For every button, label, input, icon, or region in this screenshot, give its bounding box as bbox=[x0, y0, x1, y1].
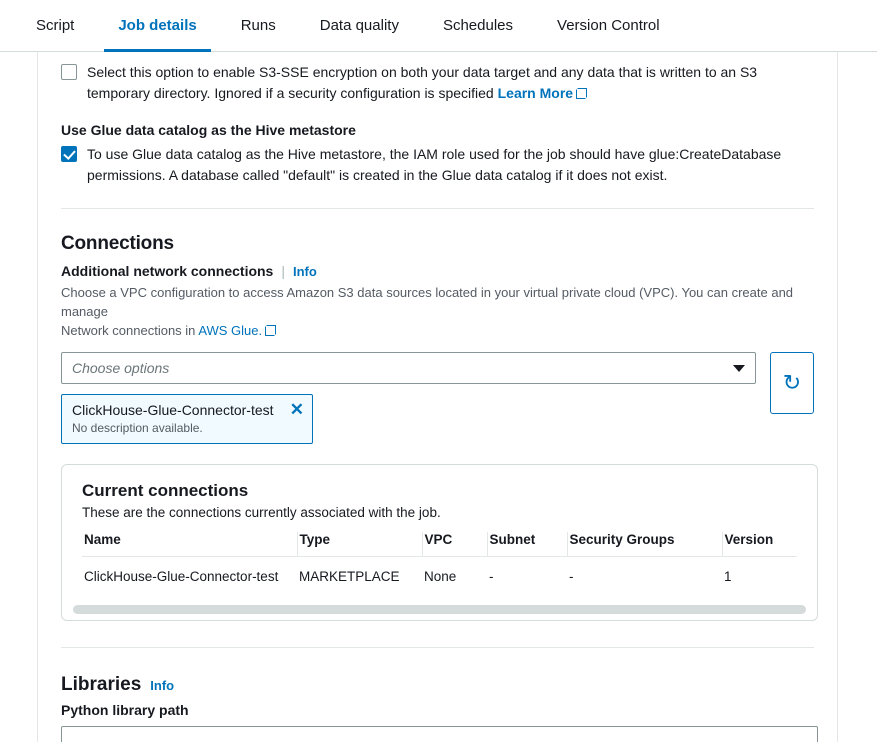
python-library-path-label: Python library path bbox=[61, 702, 189, 718]
tab-label: Data quality bbox=[319, 17, 399, 34]
tab-label: Runs bbox=[240, 17, 276, 34]
label-divider: | bbox=[281, 263, 285, 279]
s3-sse-option[interactable] bbox=[61, 52, 814, 104]
cell-security-groups: - bbox=[569, 569, 574, 584]
additional-network-connections-label-row bbox=[61, 263, 814, 279]
external-link-icon bbox=[265, 325, 276, 336]
tab-label: Script bbox=[36, 17, 75, 34]
job-details-page bbox=[0, 52, 877, 742]
job-tabs bbox=[0, 0, 877, 52]
s3-sse-checkbox[interactable] bbox=[61, 64, 77, 80]
python-library-path-input[interactable] bbox=[61, 726, 818, 742]
libraries-heading-row bbox=[61, 674, 814, 696]
tab-label: Job details bbox=[118, 17, 197, 34]
column-header-version[interactable]: Version bbox=[722, 532, 797, 557]
table-horizontal-scrollbar[interactable] bbox=[73, 605, 806, 614]
tab-label: Schedules bbox=[442, 17, 514, 34]
close-icon[interactable]: ✕ bbox=[289, 400, 304, 419]
tab-runs[interactable] bbox=[219, 0, 298, 51]
token-texts bbox=[72, 401, 274, 436]
connections-hint-line1: Choose a VPC configuration to access Amazon S3 data sources located in your virtual private cloud (VPC). You can create and manage bbox=[61, 285, 794, 319]
cell-subnet: - bbox=[489, 569, 494, 584]
selected-connection-token[interactable] bbox=[61, 394, 313, 444]
hive-metastore-description: To use Glue data catalog as the Hive metastore, the IAM role used for the job should have glue:CreateDatabase permissions. A database called "default" is created in the Glue data catalog if it does not exist. bbox=[87, 146, 782, 183]
tab-script[interactable] bbox=[14, 0, 96, 51]
libraries-heading: Libraries bbox=[61, 674, 142, 695]
tab-data-quality[interactable] bbox=[298, 0, 421, 51]
s3-sse-description bbox=[87, 62, 807, 104]
s3-sse-text: Select this option to enable S3-SSE encryption on both your data target and any data that is written to an S3 temporary directory. Ignored if a security configuration is specified bbox=[87, 64, 758, 101]
cell-type: MARKETPLACE bbox=[299, 569, 400, 584]
token-description: No description available. bbox=[72, 421, 203, 435]
cell-name: ClickHouse-Glue-Connector-test bbox=[84, 569, 279, 584]
connections-select[interactable] bbox=[61, 352, 756, 384]
tab-schedules[interactable] bbox=[421, 0, 535, 51]
current-connections-title: Current connections bbox=[82, 481, 249, 500]
section-divider bbox=[61, 208, 814, 209]
chevron-down-icon bbox=[733, 365, 745, 372]
connections-selector-row bbox=[61, 352, 814, 444]
column-header-vpc[interactable]: VPC bbox=[422, 532, 487, 557]
token-title: ClickHouse-Glue-Connector-test bbox=[72, 402, 274, 418]
column-header-security-groups[interactable]: Security Groups bbox=[567, 532, 722, 557]
cell-vpc: None bbox=[424, 569, 457, 584]
connections-hint bbox=[61, 283, 801, 340]
learn-more-link[interactable]: Learn More bbox=[497, 85, 574, 101]
table-header-row bbox=[82, 532, 797, 557]
cell-version: 1 bbox=[724, 569, 732, 584]
connections-info-link[interactable]: Info bbox=[293, 263, 317, 279]
current-connections-panel bbox=[61, 464, 818, 621]
column-header-type[interactable]: Type bbox=[297, 532, 422, 557]
section-divider bbox=[61, 647, 814, 648]
refresh-connections-button[interactable] bbox=[770, 352, 814, 414]
job-details-form bbox=[37, 52, 838, 742]
column-header-subnet[interactable]: Subnet bbox=[487, 532, 567, 557]
table-row[interactable] bbox=[82, 557, 797, 598]
tab-label: Version Control bbox=[557, 17, 660, 34]
column-header-name[interactable]: Name bbox=[82, 532, 297, 557]
refresh-icon: ↻ bbox=[782, 370, 802, 395]
additional-network-connections-label: Additional network connections bbox=[61, 263, 274, 279]
connections-select-column bbox=[61, 352, 756, 444]
connections-select-placeholder: Choose options bbox=[72, 360, 170, 376]
hive-metastore-heading: Use Glue data catalog as the Hive metastore bbox=[61, 122, 356, 138]
external-link-icon bbox=[576, 88, 587, 99]
aws-glue-link[interactable]: AWS Glue. bbox=[198, 323, 263, 338]
connections-heading: Connections bbox=[61, 233, 174, 254]
hive-metastore-checkbox[interactable] bbox=[61, 146, 77, 162]
connections-hint-line2: Network connections in bbox=[61, 323, 196, 338]
current-connections-subtitle: These are the connections currently associated with the job. bbox=[82, 505, 441, 520]
hive-metastore-option[interactable] bbox=[61, 138, 814, 186]
current-connections-table bbox=[82, 532, 797, 597]
libraries-info-link[interactable]: Info bbox=[150, 678, 175, 693]
tab-job-details[interactable] bbox=[96, 0, 218, 51]
tab-version-control[interactable] bbox=[535, 0, 682, 51]
